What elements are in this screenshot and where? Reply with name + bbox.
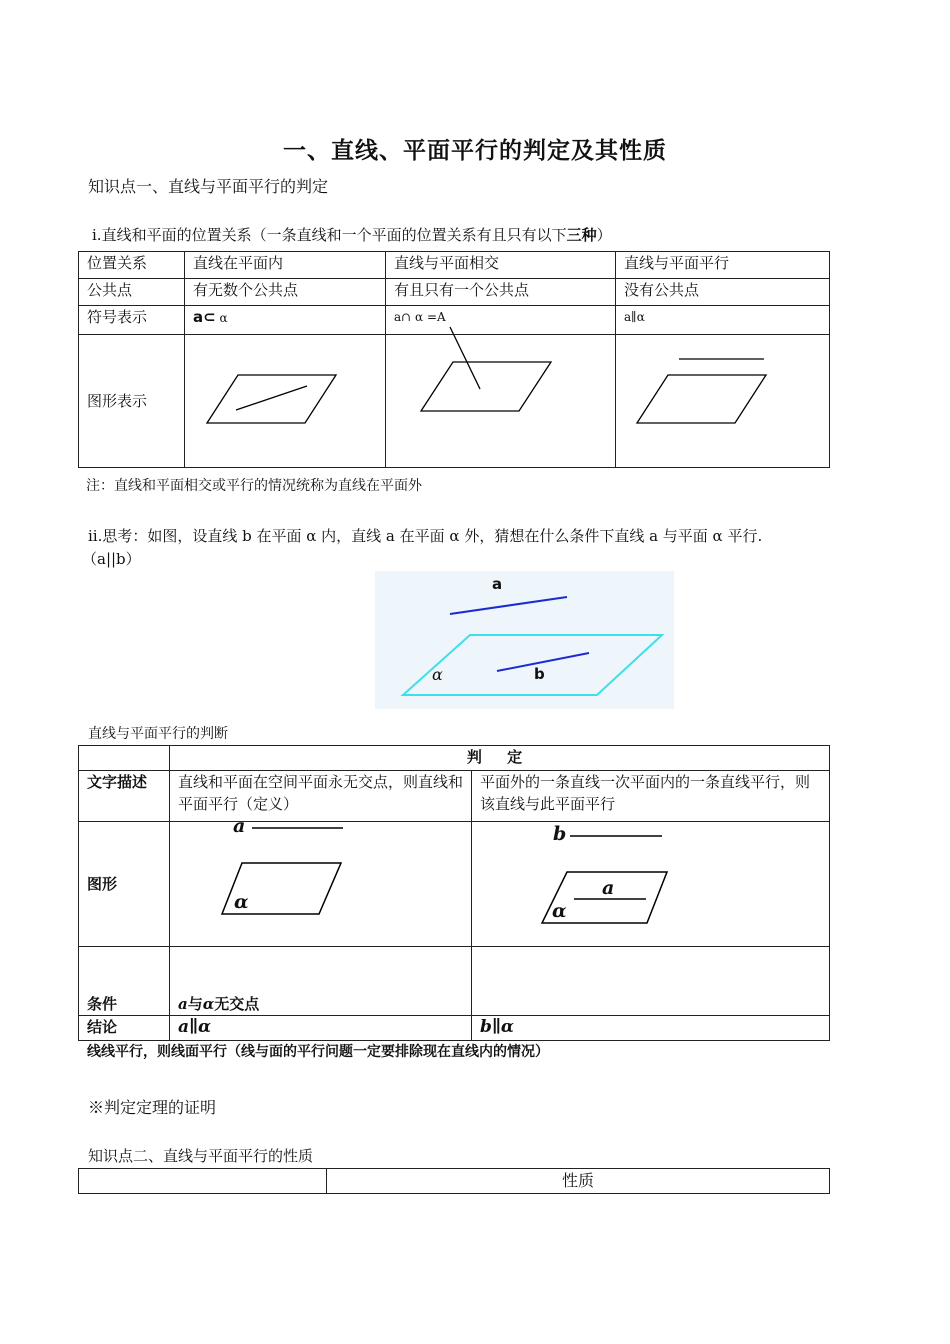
section-ii-line1: ⅱ.思考：如图，设直线 b 在平面 α 内，直线 a 在平面 α 外，猜想在什么条件下直线 a 与平面 α 平行. bbox=[88, 527, 763, 545]
table-cell: 平面外的一条直线一次平面内的一条直线平行，则该直线与此平面平行 bbox=[472, 771, 830, 822]
table-cell: a∥α bbox=[170, 1016, 472, 1041]
section-i-prefix: ⅰ.直线和平面的位置关系（一条直线和一个平面的位置关系有且只有以下 bbox=[92, 226, 567, 244]
table-header-property: 性质 bbox=[327, 1169, 830, 1194]
parallel-line-plane-figure bbox=[375, 571, 674, 709]
table-cell: 直线与平面相交 bbox=[386, 252, 616, 279]
table-cell: 符号表示 bbox=[79, 306, 185, 335]
knowledge-point-2-heading: 知识点二、直线与平面平行的性质 bbox=[88, 1147, 314, 1165]
proof-heading: ※判定定理的证明 bbox=[88, 1098, 217, 1117]
line-in-plane-figure bbox=[207, 375, 336, 423]
line-a bbox=[450, 597, 567, 614]
table-cell: 文字描述 bbox=[79, 771, 170, 822]
table-cell: 直线和平面在空间平面永无交点，则直线和平面平行（定义） bbox=[170, 771, 472, 822]
cond-end: 无交点 bbox=[214, 995, 260, 1013]
table-cell: 有且只有一个公共点 bbox=[386, 279, 616, 306]
table-cell: 图形 bbox=[79, 822, 170, 947]
table-cell: 直线在平面内 bbox=[185, 252, 386, 279]
table-cell: 位置关系 bbox=[79, 252, 185, 279]
note-text: 注：直线和平面相交或平行的情况统称为直线在平面外 bbox=[86, 478, 422, 494]
plane-parallelogram bbox=[207, 375, 336, 423]
table-cell: 直线与平面平行 bbox=[616, 252, 830, 279]
table-row bbox=[79, 1169, 830, 1194]
table-cell: 图形表示 bbox=[79, 335, 185, 468]
fig-label-b: b bbox=[553, 823, 567, 845]
cond-var-alpha: α bbox=[202, 995, 215, 1013]
table-cell: 没有公共点 bbox=[616, 279, 830, 306]
table2-figures bbox=[0, 810, 950, 950]
line-a bbox=[236, 386, 307, 410]
table-header-judge: 判 定 bbox=[170, 746, 830, 771]
property-table bbox=[78, 1168, 830, 1194]
label-a: a bbox=[492, 575, 503, 593]
judge-caption: 直线与平面平行的判断 bbox=[88, 726, 228, 742]
figure-svg bbox=[375, 571, 674, 709]
table-cell: 有无数个公共点 bbox=[185, 279, 386, 306]
line-a bbox=[450, 327, 480, 389]
plane-parallelogram bbox=[421, 362, 551, 411]
table-cell: a∩ α =A bbox=[386, 306, 616, 335]
table-cell bbox=[472, 947, 830, 1016]
table-row bbox=[79, 1016, 830, 1041]
cond-mid: 与 bbox=[187, 995, 203, 1013]
table-cell: 结论 bbox=[79, 1016, 170, 1041]
line-parallel-plane-figure bbox=[637, 359, 766, 423]
table-cell bbox=[79, 746, 170, 771]
line-plane-note: 线线平行，则线面平行（线与面的平行问题一定要排除现在直线内的情况） bbox=[87, 1044, 549, 1060]
section-i-bold: 三种 bbox=[566, 226, 597, 244]
symbol-in-rest: α bbox=[215, 311, 228, 325]
table-row bbox=[79, 947, 830, 1016]
table-cell: 条件 bbox=[79, 947, 170, 1016]
table-cell: b∥α bbox=[472, 1016, 830, 1041]
table-cell: a∥α bbox=[616, 306, 830, 335]
section-i-suffix: ） bbox=[596, 226, 612, 244]
fig-label-alpha-2: α bbox=[552, 900, 567, 922]
fig-label-a-inner: a bbox=[602, 877, 615, 899]
plane-parallelogram bbox=[637, 375, 766, 423]
knowledge-point-1-heading: 知识点一、直线与平面平行的判定 bbox=[88, 177, 329, 196]
fig-label-a: a bbox=[233, 815, 246, 837]
table-cell bbox=[170, 947, 472, 1016]
fig-label-alpha: α bbox=[234, 891, 249, 913]
table-cell bbox=[79, 1169, 327, 1194]
cond-var-a: a bbox=[178, 995, 188, 1013]
table-row bbox=[79, 746, 830, 771]
section-ii-line2: （a||b） bbox=[82, 550, 141, 568]
page-title: 一、直线、平面平行的判定及其性质 bbox=[283, 138, 667, 164]
symbol-in-bold: a⊂ bbox=[193, 308, 216, 326]
label-b: b bbox=[534, 665, 545, 683]
line-intersect-plane-figure bbox=[421, 327, 551, 411]
table-cell: 公共点 bbox=[79, 279, 185, 306]
table1-figures bbox=[0, 0, 950, 480]
label-alpha: α bbox=[432, 665, 443, 684]
